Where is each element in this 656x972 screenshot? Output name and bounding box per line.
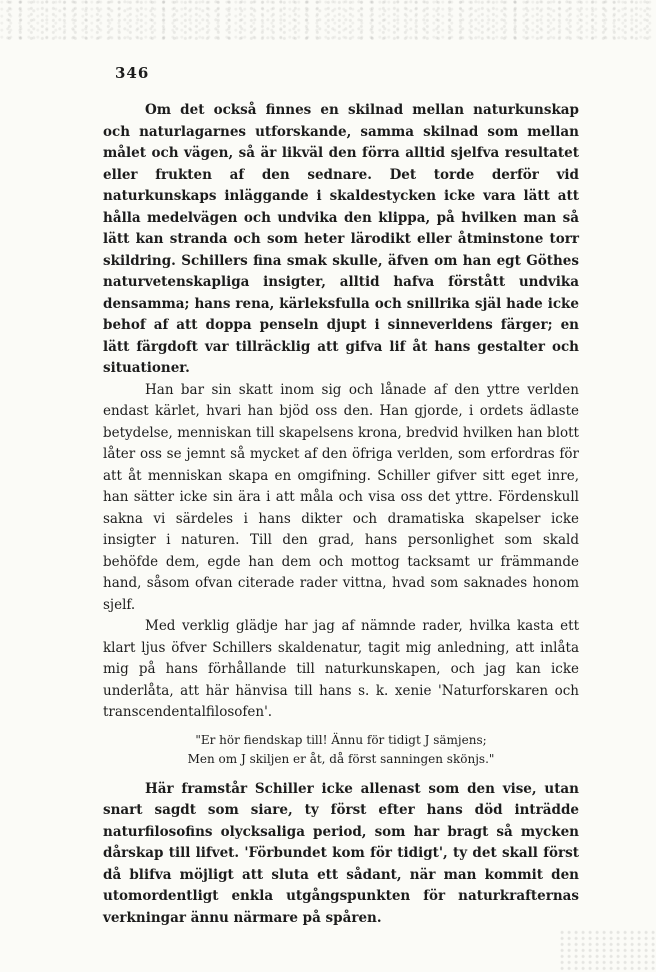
paragraph-2: Han bar sin skatt inom sig och lånade af den yttre verlden endast kärlet, hvari han bjöd oss den. Han gjorde, i ordets ädlaste betydelse, menniskan till skapelsens krona, bredvid hvilken han blott låter oss se jemnt så mycket af den öfriga verlden, som erfordras för att åt menniskan skapa en omgifning. Schiller gifver sitt eget inre, han sätter icke sin ära i att måla och visa oss det yttre. Fördenskull sakna vi särdeles i hans dikter och dramatiska skapelser icke insigter i naturen. Till den grad, hans personlighet som skald behöfde dem, egde han dem och mottog tacksamt ur främmande hand, såsom ofvan citerade rader vittna, hvad som saknades honom sjelf.: [103, 381, 579, 613]
quote-line-2: Men om J skiljen er åt, då först sanningen skönjs.": [187, 751, 495, 766]
page-body: [103, 100, 579, 929]
page-number: 346: [115, 64, 150, 82]
closing-paragraph: Här framstår Schiller icke allenast som den vise, utan snart sagdt som siare, ty först efter hans död inträdde naturfilosofins olycksaliga period, som har bragt så mycken dårskap till lifvet. 'Förbundet kom för tidigt', ty det skall först då blifva möjligt att sluta ett sådant, när man kommit den utomordentligt enkla utgångspunkten för naturkrafternas verkningar ännu närmare på spåren.: [103, 780, 579, 926]
paragraph-1: Om det också finnes en skilnad mellan naturkunskap och naturlagarnes utforskande, samma skilnad som mellan målet och vägen, så är likväl den förra alltid sjelfva resultatet eller frukten af den sednare. Det torde derför vid naturkunskaps inläggande i skaldestycken icke vara lätt att hålla medelvägen och undvika den klippa, på hvilken man så lätt kan stranda och som heter lärodikt eller åtminstone torr skildring. Schillers fina smak skulle, äfven om han egt Göthes naturvetenskapliga insigter, alltid hafva förstått undvika densamma; hans rena, kärleksfulla och snillrika själ hade icke behof af att doppa penseln djupt i sinneverldens färger; en lätt färgdoft var tillräcklig att gifva lif åt hans gestalter och situationer.: [103, 102, 579, 376]
paragraph-3: Med verklig glädje har jag af nämnde rader, hvilka kasta ett klart ljus öfver Schillers skaldenatur, tagit mig anledning, att inlåta mig på hans förhållande till naturkunskapen, och jag kan icke underlåta, att här hänvisa till hans s. k. xenie 'Naturforskaren och transcendentalfilosofen'.: [103, 618, 579, 720]
scan-speckle-bottom: [560, 930, 656, 972]
quote-line-1: "Er hör fiendskap till! Ännu för tidigt J sämjens;: [195, 732, 487, 747]
quoted-verse: [103, 731, 579, 769]
scan-speckle-top: [0, 0, 656, 40]
